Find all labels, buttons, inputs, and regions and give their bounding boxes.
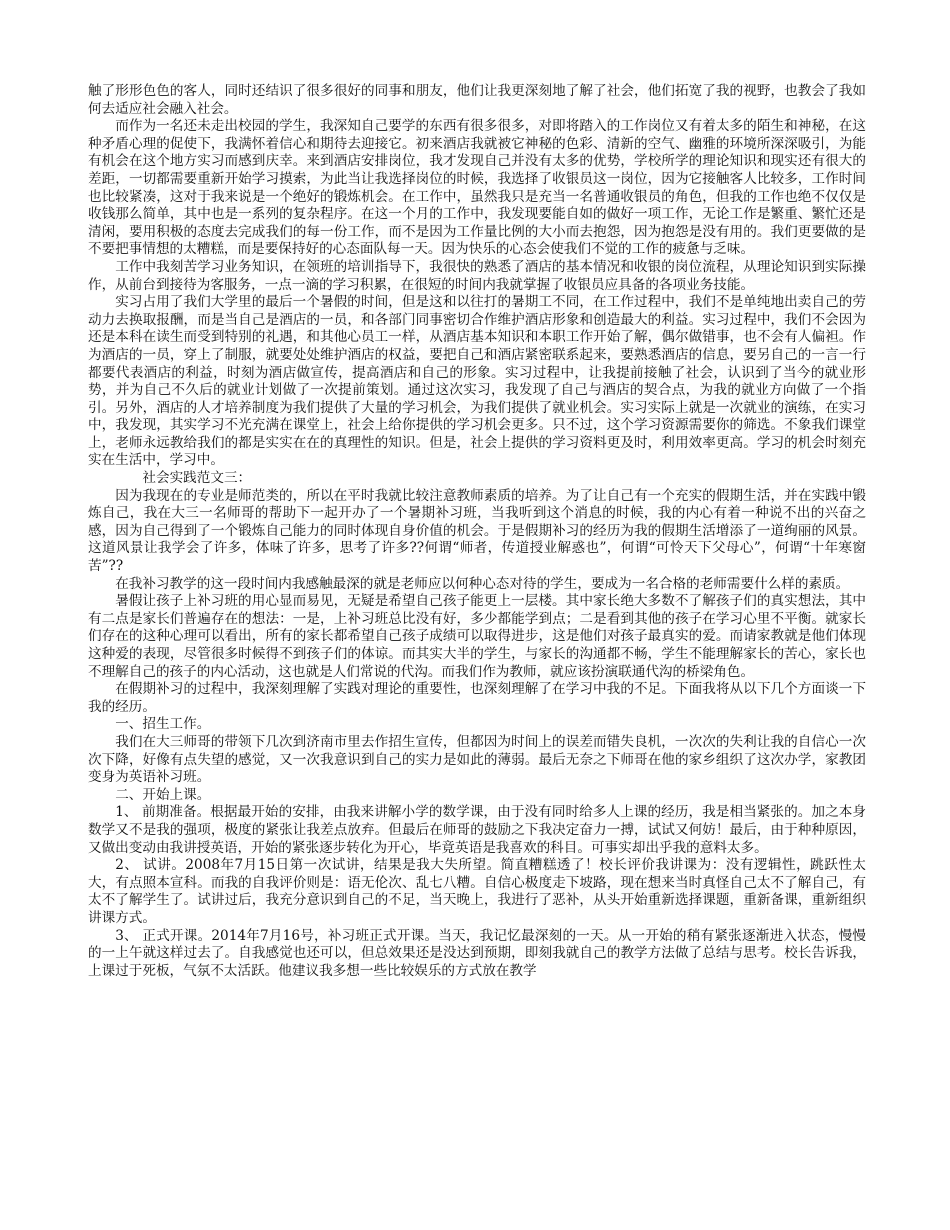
section-heading-sample-three: 社会实践范文三： [142,470,252,487]
paragraph-intro-continuation: 触了形形色色的客人，同时还结识了很多很好的同事和朋友，他们让我更深刻地了解了社会，他们拓宽了我的视野，也教会了我如何去适应社会融入社会。 [88,83,866,117]
subheading-recruitment: 一、招生工作。 [115,716,211,733]
list-item-preparation: 1、 前期准备。根据最开始的安排，由我来讲解小学的数学课，由于没有同时给多人上课的经历，我是相当紧张的。加之本身数学又不是我的强项，极度的紧张让我差点放弃。但最后在师哥的鼓励之下我决定奋力一搏，试试又何妨！最后，由于种种原因，又做出变动由我讲授英语，开始的紧张逐步转化为开心，毕竟英语是我喜欢的科目。可事实却出乎我的意料太多。 [88,804,866,856]
paragraph-teacher-training: 因为我现在的专业是师范类的，所以在平时我就比较注意教师素质的培养。为了让自己有一个充实的假期生活，并在实践中锻炼自己，我在大三一名师哥的帮助下一起开办了一个暑期补习班，当我听到这个消息的时候，我的内心有着一种说不出的兴奋之感，因为自己得到了一个锻炼自己能力的同时体现自身价值的机会。于是假期补习的经历为我的假期生活增添了一道绚丽的风景。这道风景让我学会了许多，体味了许多，思考了许多??何谓“师者，传道授业解惑也”，何谓“可怜天下父母心”，何谓“十年寒窗苦”?? [88,487,866,575]
paragraph-teacher-attitude: 在我补习教学的这一段时间内我感触最深的就是老师应以何种心态对待的学生，要成为一名合格的老师需要什么样的素质。 [115,575,850,592]
document-page [88,83,866,980]
paragraph-parents: 暑假让孩子上补习班的用心显而易见，无疑是希望自己孩子能更上一层楼。其中家长绝大多数不了解孩子们的真实想法，其中有二点是家长们普遍存在的想法：一是，上补习班总比没有好，多少都能学到点；二是看到其他的孩子在学习心里不平衡。就家长们存在的这种心理可以看出，所有的家长都希望自己孩子成绩可以取得进步，这是他们对孩子最真实的爱。而请家教就是他们体现这种爱的表现，尽管很多时候得不到孩子们的体谅。而其实大半的学生，与家长的沟通都不畅，学生不能理解家长的苦心，家长也不理解自己的孩子的内心活动，这也就是人们常说的代沟。而我们作为教师，就应该扮演联通代沟的桥梁角色。 [88,593,866,680]
paragraph-practice-theory: 在假期补习的过程中，我深刻理解了实践对理论的重要性，也深刻理解了在学习中我的不足。下面我将从以下几个方面谈一下我的经历。 [88,681,866,715]
list-item-official-class: 3、 正式开课。2014年7月16号，补习班正式开课。当天，我记忆最深刻的一天。从一开始的稍有紧张逐渐进入状态，慢慢的一上午就这样过去了。自我感觉也还可以，但总效果还是没达到预期，即刻我就自己的教学方法做了总结与思考。校长告诉我，上课过于死板，气氛不太活跃。他建议我多想一些比较娱乐的方式放在教学 [88,927,866,979]
paragraph-recruitment: 我们在大三师哥的带领下几次到济南市里去作招生宣传，但都因为时间上的误差而错失良机，一次次的失利让我的自信心一次次下降，好像有点失望的感觉，又一次我意识到自己的实力是如此的薄弱。最后无奈之下师哥在他的家乡组织了这次办学，家教团变身为英语补习班。 [88,733,866,786]
subheading-start-class: 二、开始上课。 [115,786,211,803]
paragraph-internship-summer: 实习占用了我们大学里的最后一个暑假的时间，但是这和以往打的暑期工不同，在工作过程中，我们不是单纯地出卖自己的劳动力去换取报酬，而是当自己是酒店的一员，和各部门同事密切合作维护酒店形象和创造最大的利益。实习过程中，我们不会因为还是本科在读生而受到特别的礼遇，和其他心员工一样，从酒店基本知识和本职工作开始了解，偶尔做错事，也不会有人偏袒。作为酒店的一员，穿上了制服，就要处处维护酒店的权益，要把自己和酒店紧密联系起来，要熟悉酒店的信息，要另自己的一言一行都要代表酒店的利益，时刻为酒店做宣传，提高酒店和自己的形象。实习过程中，让我提前接触了社会，认识到了当今的就业形势，并为自己不久后的就业计划做了一次提前策划。通过这次实习，我发现了自己与酒店的契合点，为我的就业方向做了一个指引。另外，酒店的人才培养制度为我们提供了大量的学习机会，为我们提供了就业机会。实习实际上就是一次就业的演练，在实习中，我发现，其实学习不光充满在课堂上，社会上给你提供的学习机会更多。只不过，这个学习资源需要你的筛选。不象我们课堂上，老师永远教给我们的都是实实在在的真理性的知识。但是，社会上提供的学习资料更及时，利用效率更高。学习的机会时刻充实在生活中，学习中。 [88,294,866,469]
paragraph-business-knowledge: 工作中我刻苦学习业务知识，在领班的培训指导下，我很快的熟悉了酒店的基本情况和收银的岗位流程，从理论知识到实际操作，从前台到接待为客服务，一点一滴的学习积累，在很短的时间内我就掌握了收银员应具备的各项业务技能。 [88,258,866,293]
paragraph-hotel-student: 而作为一名还未走出校园的学生，我深知自己要学的东西有很多很多，对即将踏入的工作岗位又有着太多的陌生和神秘，在这种矛盾心理的促使下，我满怀着信心和期待去迎接它。初来酒店我就被它神秘的色彩、清新的空气、幽雅的环境所深深吸引，为能有机会在这个地方实习而感到庆幸。来到酒店安排岗位，我才发现自己并没有太多的优势，学校所学的理论知识和现实还有很大的差距，一切都需要重新开始学习摸索，为此当让我选择岗位的时候，我选择了收银员这一岗位，因为它接触客人比较多，工作时间也比较紧凑，这对于我来说是一个绝好的锻炼机会。在工作中，虽然我只是充当一名普通收银员的角色，但我的工作也绝不仅仅是收钱那么简单，其中也是一系列的复杂程序。在这一个月的工作中，我发现要能自如的做好一项工作，无论工作是繁重、繁忙还是清闲，要用积极的态度去完成我们的每一份工作，而不是因为工作量比例的大小而去抱怨，因为抱怨是没有用的。我们更要做的是不要把事情想的太糟糕，而是要保持好的心态面队每一天。因为快乐的心态会使我们不觉的工作的疲惫与乏味。 [88,118,866,258]
list-item-trial-lecture: 2、 试讲。2008年7月15日第一次试讲，结果是我大失所望。简直糟糕透了！校长评价我讲课为：没有逻辑性，跳跃性太大，有点照本宣科。而我的自我评价则是：语无伦次、乱七八糟。自信心极度走下坡路，现在想来当时真怪自己太不了解自己，有太不了解学生了。试讲过后，我充分意识到自己的不足，当天晚上，我进行了恶补，从头开始重新选择课题，重新备课，重新组织讲课方式。 [88,857,866,926]
